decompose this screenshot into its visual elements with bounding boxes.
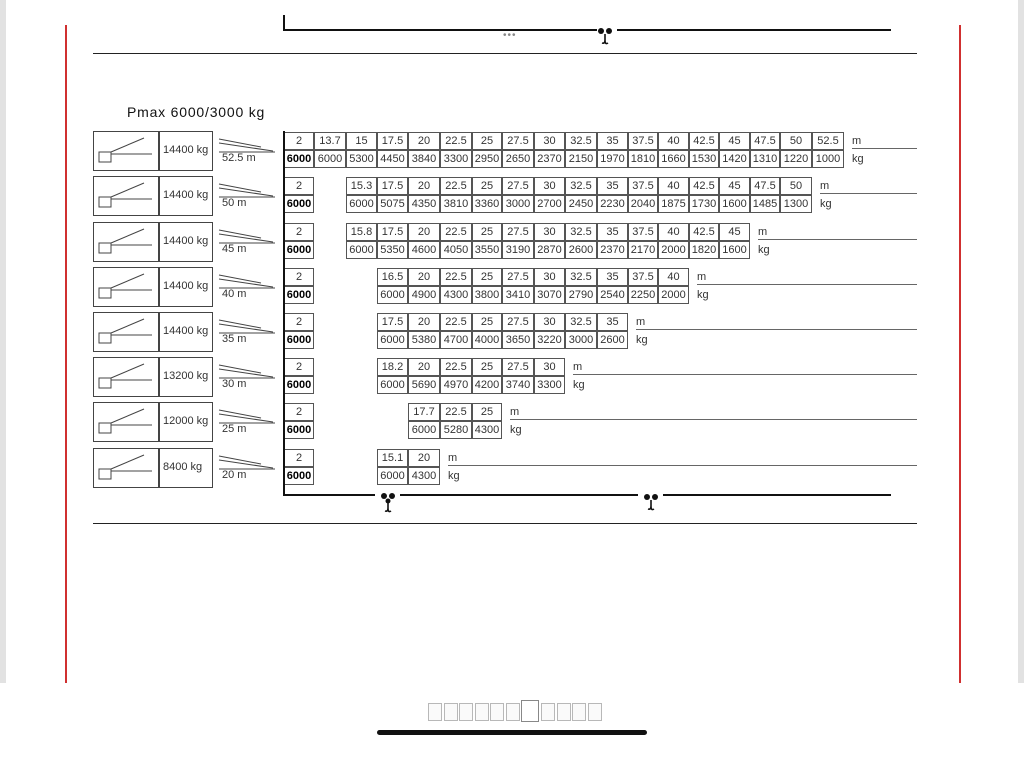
page-thumbnail[interactable] [521, 700, 539, 722]
radius-cell: 27.5 [502, 358, 534, 376]
load-cell: 1600 [719, 241, 750, 259]
radius-cell: 40 [658, 268, 689, 286]
right-margin-line [959, 25, 961, 683]
max-load-cell: 6000 [284, 286, 314, 304]
radius-cell: 22.5 [440, 132, 472, 150]
top-frame-line-left [283, 29, 597, 31]
boom-load-value: 14400 kg [163, 189, 209, 201]
page-thumbnail[interactable] [475, 703, 489, 721]
page-thumbnail[interactable] [459, 703, 473, 721]
radius-cell: 42.5 [689, 132, 719, 150]
load-cell: 1820 [689, 241, 719, 259]
load-cell: 4300 [440, 286, 472, 304]
radius-cell: 27.5 [502, 268, 534, 286]
load-cell: 2250 [628, 286, 658, 304]
radius-cell: 30 [534, 132, 565, 150]
load-cell: 3800 [472, 286, 502, 304]
radius-cell: 35 [597, 177, 628, 195]
load-cell: 1000 [812, 150, 844, 168]
max-load-cell: 6000 [284, 241, 314, 259]
load-cell: 3300 [440, 150, 472, 168]
load-cell: 3000 [502, 195, 534, 213]
load-cell: 2600 [597, 331, 628, 349]
radius-cell: 17.5 [377, 177, 408, 195]
crane-diagram [93, 357, 159, 397]
top-frame-line-right [617, 29, 891, 31]
load-cell: 6000 [346, 195, 377, 213]
boom-load-cell [159, 357, 213, 397]
radius-cell: 20 [408, 358, 440, 376]
load-cell: 2370 [534, 150, 565, 168]
section-divider-top [93, 53, 917, 54]
radius-cell: 25 [472, 403, 502, 421]
page-thumbnail-strip[interactable] [0, 700, 1024, 726]
load-cell: 1600 [719, 195, 750, 213]
radius-cell: 2 [284, 132, 314, 150]
unit-kg-label: kg [448, 470, 460, 482]
boom-load-value: 8400 kg [163, 461, 203, 473]
radius-cell: 47.5 [750, 132, 780, 150]
hook-icon [640, 489, 664, 517]
crane-diagram [93, 267, 159, 307]
unit-kg-label: kg [820, 198, 832, 210]
radius-cell: 20 [408, 449, 440, 467]
page-thumbnail[interactable] [490, 703, 504, 721]
load-cell: 1970 [597, 150, 628, 168]
load-cell: 6000 [408, 421, 440, 439]
radius-cell: 20 [408, 132, 440, 150]
radius-cell: 35 [597, 223, 628, 241]
boom-length-label: 30 m [222, 378, 247, 390]
boom-load-value: 14400 kg [163, 325, 209, 337]
home-indicator[interactable] [377, 730, 647, 735]
radius-cell: 20 [408, 177, 440, 195]
load-cell: 2230 [597, 195, 628, 213]
table-frame-left [283, 131, 285, 495]
boom-load-cell [159, 312, 213, 352]
load-cell: 6000 [377, 286, 408, 304]
row-guide-line [448, 465, 917, 466]
load-cell: 4450 [377, 150, 408, 168]
boom-load-cell [159, 448, 213, 488]
radius-cell: 45 [719, 223, 750, 241]
load-cell: 5075 [377, 195, 408, 213]
row-guide-line [758, 239, 917, 240]
radius-cell: 25 [472, 313, 502, 331]
radius-cell: 25 [472, 177, 502, 195]
radius-cell: 32.5 [565, 223, 597, 241]
load-cell: 2170 [628, 241, 658, 259]
crane-diagram [93, 448, 159, 488]
load-cell: 1660 [658, 150, 689, 168]
radius-cell: 20 [408, 223, 440, 241]
crane-diagram [93, 312, 159, 352]
row-guide-line [510, 419, 917, 420]
boom-length-label: 45 m [222, 243, 247, 255]
boom-load-cell [159, 267, 213, 307]
radius-cell: 35 [597, 132, 628, 150]
load-cell: 4300 [472, 421, 502, 439]
radius-cell: 27.5 [502, 223, 534, 241]
max-load-cell: 6000 [284, 331, 314, 349]
page-right-edge [1018, 0, 1024, 683]
left-margin-line [65, 25, 67, 683]
load-cell: 2040 [628, 195, 658, 213]
unit-m-label: m [573, 361, 583, 373]
load-cell: 2650 [502, 150, 534, 168]
unit-m-label: m [510, 406, 520, 418]
load-cell: 4350 [408, 195, 440, 213]
radius-cell: 2 [284, 358, 314, 376]
load-cell: 4000 [472, 331, 502, 349]
top-frame-left [283, 15, 285, 30]
radius-cell: 37.5 [628, 268, 658, 286]
load-cell: 6000 [314, 150, 346, 168]
boom-length-label: 35 m [222, 333, 247, 345]
radius-cell: 30 [534, 223, 565, 241]
radius-cell: 37.5 [628, 223, 658, 241]
load-cell: 2450 [565, 195, 597, 213]
load-cell: 1310 [750, 150, 780, 168]
load-cell: 4050 [440, 241, 472, 259]
boom-load-cell [159, 222, 213, 262]
radius-cell: 32.5 [565, 313, 597, 331]
load-cell: 3360 [472, 195, 502, 213]
unit-m-label: m [758, 226, 768, 238]
boom-load-value: 14400 kg [163, 235, 209, 247]
load-cell: 2790 [565, 286, 597, 304]
radius-cell: 2 [284, 177, 314, 195]
boom-length-label: 40 m [222, 288, 247, 300]
load-cell: 6000 [377, 376, 408, 394]
load-cell: 3550 [472, 241, 502, 259]
radius-cell: 2 [284, 268, 314, 286]
max-load-cell: 6000 [284, 376, 314, 394]
crane-diagram [93, 176, 159, 216]
load-cell: 2000 [658, 286, 689, 304]
radius-cell: 20 [408, 313, 440, 331]
radius-cell: 35 [597, 313, 628, 331]
row-guide-line [697, 284, 917, 285]
page-thumbnail[interactable] [572, 703, 586, 721]
radius-cell: 45 [719, 177, 750, 195]
radius-cell: 15.1 [377, 449, 408, 467]
page-thumbnail[interactable] [444, 703, 458, 721]
max-load-cell: 6000 [284, 150, 314, 168]
page-thumbnail[interactable] [541, 703, 555, 721]
load-cell: 2600 [565, 241, 597, 259]
radius-cell: 22.5 [440, 223, 472, 241]
bottom-frame-line-3 [663, 494, 891, 496]
max-load-cell: 6000 [284, 421, 314, 439]
radius-cell: 17.5 [377, 132, 408, 150]
radius-cell: 30 [534, 313, 565, 331]
load-cell: 5690 [408, 376, 440, 394]
boom-load-value: 12000 kg [163, 415, 209, 427]
max-load-cell: 6000 [284, 467, 314, 485]
chart-title: Pmax 6000/3000 kg [127, 104, 266, 120]
bottom-frame-line-2 [400, 494, 638, 496]
radius-cell: 2 [284, 313, 314, 331]
load-cell: 3300 [534, 376, 565, 394]
unit-m-label: m [697, 271, 707, 283]
load-cell: 3740 [502, 376, 534, 394]
radius-cell: 17.5 [377, 223, 408, 241]
radius-cell: 15 [346, 132, 377, 150]
load-cell: 3000 [565, 331, 597, 349]
radius-cell: 47.5 [750, 177, 780, 195]
row-guide-line [852, 148, 917, 149]
radius-cell: 16.5 [377, 268, 408, 286]
radius-cell: 22.5 [440, 268, 472, 286]
more-dots-icon[interactable]: ••• [503, 30, 517, 41]
load-cell: 5280 [440, 421, 472, 439]
row-guide-line [636, 329, 917, 330]
page-thumbnail[interactable] [428, 703, 442, 721]
page-thumbnail[interactable] [557, 703, 571, 721]
load-cell: 4900 [408, 286, 440, 304]
boom-load-cell [159, 131, 213, 171]
load-cell: 1420 [719, 150, 750, 168]
boom-length-label: 20 m [222, 469, 247, 481]
load-cell: 3840 [408, 150, 440, 168]
radius-cell: 25 [472, 358, 502, 376]
load-cell: 5300 [346, 150, 377, 168]
radius-cell: 37.5 [628, 132, 658, 150]
radius-cell: 20 [408, 268, 440, 286]
document-page[interactable] [6, 0, 1018, 683]
load-cell: 5380 [408, 331, 440, 349]
load-cell: 2370 [597, 241, 628, 259]
radius-cell: 2 [284, 403, 314, 421]
radius-cell: 40 [658, 223, 689, 241]
load-cell: 4300 [408, 467, 440, 485]
load-cell: 5350 [377, 241, 408, 259]
radius-cell: 25 [472, 223, 502, 241]
radius-cell: 30 [534, 177, 565, 195]
radius-cell: 37.5 [628, 177, 658, 195]
radius-cell: 22.5 [440, 403, 472, 421]
load-cell: 1810 [628, 150, 658, 168]
load-cell: 6000 [346, 241, 377, 259]
radius-cell: 22.5 [440, 313, 472, 331]
load-cell: 4200 [472, 376, 502, 394]
load-cell: 3650 [502, 331, 534, 349]
load-cell: 2540 [597, 286, 628, 304]
load-cell: 1300 [780, 195, 812, 213]
load-cell: 2700 [534, 195, 565, 213]
unit-kg-label: kg [697, 289, 709, 301]
unit-m-label: m [820, 180, 830, 192]
radius-cell: 27.5 [502, 132, 534, 150]
radius-cell: 25 [472, 132, 502, 150]
max-load-cell: 6000 [284, 195, 314, 213]
radius-cell: 40 [658, 177, 689, 195]
load-cell: 4970 [440, 376, 472, 394]
unit-kg-label: kg [510, 424, 522, 436]
crane-diagram [93, 131, 159, 171]
unit-kg-label: kg [852, 153, 864, 165]
load-cell: 3810 [440, 195, 472, 213]
radius-cell: 17.7 [408, 403, 440, 421]
unit-m-label: m [852, 135, 862, 147]
load-cell: 4600 [408, 241, 440, 259]
load-cell: 3070 [534, 286, 565, 304]
boom-length-label: 52.5 m [222, 152, 256, 164]
unit-m-label: m [636, 316, 646, 328]
load-cell: 6000 [377, 467, 408, 485]
load-cell: 2870 [534, 241, 565, 259]
radius-cell: 17.5 [377, 313, 408, 331]
load-cell: 3410 [502, 286, 534, 304]
radius-cell: 13.7 [314, 132, 346, 150]
load-cell: 1530 [689, 150, 719, 168]
radius-cell: 32.5 [565, 132, 597, 150]
load-cell: 1875 [658, 195, 689, 213]
load-cell: 2150 [565, 150, 597, 168]
radius-cell: 18.2 [377, 358, 408, 376]
unit-kg-label: kg [758, 244, 770, 256]
crane-diagram [93, 402, 159, 442]
load-cell: 3220 [534, 331, 565, 349]
radius-cell: 27.5 [502, 177, 534, 195]
radius-cell: 22.5 [440, 177, 472, 195]
unit-m-label: m [448, 452, 458, 464]
radius-cell: 22.5 [440, 358, 472, 376]
radius-cell: 2 [284, 449, 314, 467]
radius-cell: 32.5 [565, 177, 597, 195]
radius-cell: 15.3 [346, 177, 377, 195]
radius-cell: 52.5 [812, 132, 844, 150]
load-cell: 1730 [689, 195, 719, 213]
boom-load-cell [159, 176, 213, 216]
radius-cell: 27.5 [502, 313, 534, 331]
load-cell: 2950 [472, 150, 502, 168]
radius-cell: 45 [719, 132, 750, 150]
load-cell: 1220 [780, 150, 812, 168]
radius-cell: 50 [780, 132, 812, 150]
hook-icon [594, 24, 618, 50]
radius-cell: 30 [534, 358, 565, 376]
hook-icon [377, 489, 401, 517]
radius-cell: 35 [597, 268, 628, 286]
radius-cell: 2 [284, 223, 314, 241]
load-cell: 3190 [502, 241, 534, 259]
unit-kg-label: kg [636, 334, 648, 346]
unit-kg-label: kg [573, 379, 585, 391]
boom-load-cell [159, 402, 213, 442]
page-thumbnail[interactable] [588, 703, 602, 721]
radius-cell: 32.5 [565, 268, 597, 286]
radius-cell: 25 [472, 268, 502, 286]
radius-cell: 42.5 [689, 177, 719, 195]
radius-cell: 40 [658, 132, 689, 150]
boom-length-label: 25 m [222, 423, 247, 435]
bottom-frame-line-1 [283, 494, 375, 496]
radius-cell: 30 [534, 268, 565, 286]
boom-length-label: 50 m [222, 197, 247, 209]
load-cell: 6000 [377, 331, 408, 349]
boom-load-value: 14400 kg [163, 280, 209, 292]
crane-diagram [93, 222, 159, 262]
radius-cell: 15.8 [346, 223, 377, 241]
section-divider-bottom [93, 523, 917, 524]
boom-load-value: 14400 kg [163, 144, 209, 156]
radius-cell: 50 [780, 177, 812, 195]
load-cell: 4700 [440, 331, 472, 349]
page-thumbnail[interactable] [506, 703, 520, 721]
load-cell: 2000 [658, 241, 689, 259]
row-guide-line [573, 374, 917, 375]
row-guide-line [820, 193, 917, 194]
load-cell: 1485 [750, 195, 780, 213]
radius-cell: 42.5 [689, 223, 719, 241]
boom-load-value: 13200 kg [163, 370, 209, 382]
